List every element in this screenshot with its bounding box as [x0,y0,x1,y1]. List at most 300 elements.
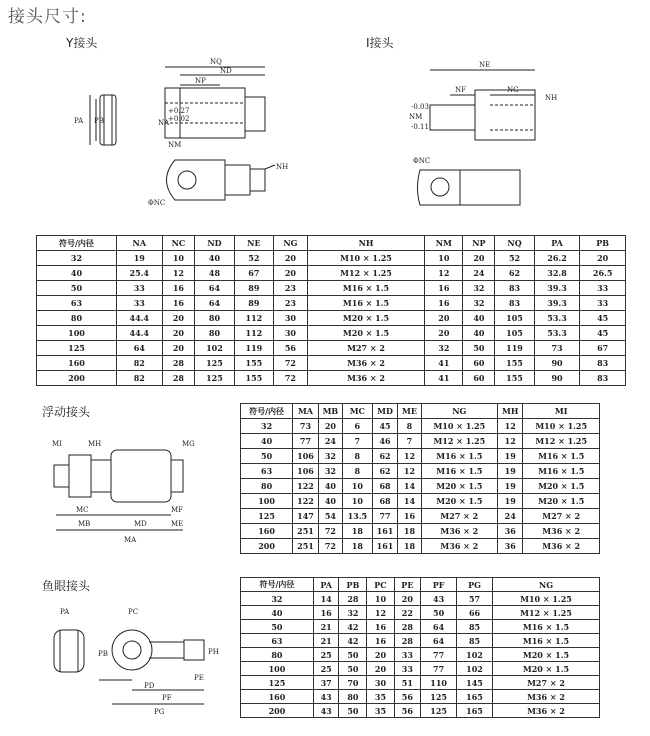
table-cell: 72 [274,356,308,371]
table-cell: M20 × 1.5 [307,326,424,341]
table-cell: 145 [457,676,493,690]
table-cell: 62 [372,449,398,464]
table-cell: 82 [116,356,162,371]
table-cell: M20 × 1.5 [523,494,600,509]
table-cell: 63 [241,634,314,648]
table-cell: 155 [495,371,534,386]
table-header-cell: NP [463,236,495,251]
table-row [241,606,600,620]
table-cell: 40 [37,266,117,281]
table-row [241,662,600,676]
table-cell: 12 [498,419,523,434]
table-cell: 19 [116,251,162,266]
table-cell: 25 [313,662,339,676]
table-cell: 102 [457,648,493,662]
table-cell: 20 [162,326,195,341]
table-cell: 45 [372,419,398,434]
table-cell: 43 [313,704,339,718]
table-cell: 62 [495,266,534,281]
table-cell: 32 [37,251,117,266]
table-cell: 35 [367,704,394,718]
table-cell: 62 [372,464,398,479]
table-cell: 73 [534,341,580,356]
table-header-cell: PA [313,578,339,592]
table-cell: 54 [318,509,342,524]
table-cell: 50 [241,620,314,634]
table-cell: 33 [394,662,421,676]
table-cell: 83 [495,281,534,296]
table-header-cell: MB [318,404,342,419]
table-cell: 43 [421,592,457,606]
table-cell: 155 [495,356,534,371]
table-row [241,592,600,606]
table-cell: 16 [398,509,421,524]
table-cell: 18 [342,539,372,554]
table-cell: 18 [398,539,421,554]
fisheye-joint-drawing [44,600,244,720]
table-header-cell: PA [534,236,580,251]
page-title: 接头尺寸: [8,7,87,27]
table-cell: 45 [580,311,626,326]
fisheye-joint-title: 鱼眼接头 [42,579,91,593]
table-cell: 40 [463,311,495,326]
svg-text:MG: MG [182,440,195,448]
table-cell: 20 [463,251,495,266]
table-cell: 26.5 [580,266,626,281]
table-cell: 110 [421,676,457,690]
table-row [37,371,626,386]
table-cell: 67 [234,266,273,281]
table-cell: 52 [495,251,534,266]
table-cell: 24 [463,266,495,281]
table-cell: 77 [421,662,457,676]
table-cell: 14 [313,592,339,606]
table-cell: 12 [162,266,195,281]
fisheye-joint-table [240,577,600,718]
table-header-cell: PB [339,578,367,592]
table-cell: M10 × 1.25 [523,419,600,434]
svg-text:PG: PG [154,708,165,716]
y-joint-drawing [60,55,300,220]
table-cell: 68 [372,494,398,509]
svg-text:NM: NM [168,141,182,149]
svg-text:-0.03: -0.03 [411,103,429,111]
table-cell: 32 [241,592,314,606]
table-cell: 53.3 [534,311,580,326]
table-row [241,634,600,648]
table-cell: 100 [241,494,293,509]
table-cell: 68 [372,479,398,494]
table-cell: M16 × 1.5 [307,296,424,311]
table-cell: 12 [398,464,421,479]
table-cell: 13.5 [342,509,372,524]
table-row [37,281,626,296]
table-cell: 42 [339,620,367,634]
table-header-cell: ND [195,236,234,251]
table-cell: 46 [372,434,398,449]
table-cell: 43 [313,690,339,704]
table-cell: 125 [195,356,234,371]
table-cell: 23 [274,296,308,311]
table-cell: 56 [394,690,421,704]
table-cell: 53.3 [534,326,580,341]
table-header-cell: NM [425,236,463,251]
table-row [37,296,626,311]
table-cell: 20 [318,419,342,434]
table-cell: 24 [318,434,342,449]
table-cell: M20 × 1.5 [492,662,599,676]
table-cell: 63 [241,464,293,479]
table-cell: 51 [394,676,421,690]
table-cell: 160 [37,356,117,371]
table-cell: 106 [293,464,319,479]
table-cell: 25.4 [116,266,162,281]
table-cell: 22 [394,606,421,620]
y-joint-title: Y接头 [66,36,98,50]
table-cell: 33 [116,296,162,311]
table-cell: 8 [342,449,372,464]
svg-text:MI: MI [52,440,62,448]
table-cell: 147 [293,509,319,524]
table-cell: 77 [293,434,319,449]
table-cell: M12 × 1.25 [307,266,424,281]
table-cell: 21 [313,634,339,648]
table-cell: 106 [293,449,319,464]
table-cell: 90 [534,371,580,386]
table-cell: M10 × 1.25 [492,592,599,606]
table-cell: 73 [293,419,319,434]
float-joint-title: 浮动接头 [42,405,91,419]
table-row [37,251,626,266]
table-cell: 200 [241,539,293,554]
table-cell: 36 [498,524,523,539]
table-cell: M20 × 1.5 [492,648,599,662]
table-cell: 50 [463,341,495,356]
table-cell: 41 [425,356,463,371]
table-cell: 28 [394,620,421,634]
table-header-cell: NH [307,236,424,251]
table-cell: 50 [339,704,367,718]
table-header-cell: NC [162,236,195,251]
table-cell: 30 [274,311,308,326]
table-cell: 39.3 [534,281,580,296]
table-cell: M36 × 2 [492,690,599,704]
table-header-cell: PE [394,578,421,592]
table-cell: 155 [234,371,273,386]
table-cell: 28 [162,356,195,371]
table-cell: 42 [339,634,367,648]
table-cell: M36 × 2 [523,539,600,554]
table-cell: 16 [425,281,463,296]
table-row [241,620,600,634]
table-cell: 100 [241,662,314,676]
table-cell: 251 [293,524,319,539]
table-cell: 63 [37,296,117,311]
table-cell: 119 [495,341,534,356]
svg-text:MC: MC [76,506,89,514]
table-cell: 8 [398,419,421,434]
table-cell: 10 [367,592,394,606]
table-cell: 24 [498,509,523,524]
table-cell: 19 [498,494,523,509]
table-header-cell: MC [342,404,372,419]
table-cell: 105 [495,311,534,326]
table-cell: 26.2 [534,251,580,266]
table-cell: 64 [421,620,457,634]
svg-text:NA: NA [158,119,170,127]
table-cell: 33 [394,648,421,662]
svg-text:PB: PB [98,650,108,658]
table-header-row [37,236,626,251]
table-cell: 40 [463,326,495,341]
table-cell: 102 [195,341,234,356]
table-header-cell: PG [457,578,493,592]
table-header-cell: PC [367,578,394,592]
table-cell: 33 [580,281,626,296]
table-cell: 44.4 [116,326,162,341]
svg-text:MF: MF [171,506,184,514]
table-cell: 80 [241,648,314,662]
svg-text:ME: ME [171,520,184,528]
svg-text:+0.02: +0.02 [168,115,190,123]
table-cell: 20 [162,311,195,326]
table-cell: 6 [342,419,372,434]
table-row [241,449,600,464]
table-cell: 57 [457,592,493,606]
table-cell: 40 [241,606,314,620]
svg-text:ΦNC: ΦNC [148,199,166,207]
table-cell: 32.8 [534,266,580,281]
table-cell: 161 [372,524,398,539]
table-cell: 102 [457,662,493,676]
table-cell: 28 [394,634,421,648]
table-row [241,676,600,690]
table-cell: M16 × 1.5 [307,281,424,296]
svg-text:NH: NH [545,94,558,102]
table-cell: 19 [498,449,523,464]
table-cell: 160 [241,524,293,539]
table-cell: 89 [234,281,273,296]
table-cell: M10 × 1.25 [421,419,498,434]
table-header-cell: MD [372,404,398,419]
table-header-cell: MH [498,404,523,419]
table-cell: 16 [367,634,394,648]
table-cell: 90 [534,356,580,371]
i-joint-title: I接头 [366,36,394,50]
table-cell: 10 [342,479,372,494]
svg-text:-0.11: -0.11 [411,123,429,131]
table-cell: 14 [398,479,421,494]
table-cell: 160 [241,690,314,704]
svg-text:ND: ND [220,67,232,75]
table-header-cell: MI [523,404,600,419]
table-cell: 200 [241,704,314,718]
table-cell: 83 [495,296,534,311]
table-cell: 72 [318,524,342,539]
table-header-row [241,404,600,419]
svg-text:ΦNC: ΦNC [413,157,431,165]
table-cell: 77 [372,509,398,524]
table-cell: 56 [274,341,308,356]
svg-text:MA: MA [124,536,137,544]
table-cell: 72 [274,371,308,386]
table-cell: 80 [37,311,117,326]
table-cell: 82 [116,371,162,386]
table-cell: 19 [498,479,523,494]
table-cell: 16 [162,296,195,311]
table-cell: 20 [162,341,195,356]
table-cell: 83 [580,371,626,386]
table-cell: 32 [241,419,293,434]
table-row [241,494,600,509]
svg-text:MB: MB [78,520,91,528]
table-row [241,509,600,524]
svg-text:NP: NP [195,77,206,85]
table-header-cell: NG [421,404,498,419]
table-row [37,266,626,281]
table-cell: M10 × 1.25 [307,251,424,266]
table-cell: M36 × 2 [307,356,424,371]
table-header-cell: NQ [495,236,534,251]
table-cell: 40 [195,251,234,266]
table-cell: M27 × 2 [307,341,424,356]
table-cell: 12 [367,606,394,620]
table-cell: 32 [463,281,495,296]
table-cell: 16 [425,296,463,311]
table-cell: 122 [293,494,319,509]
table-row [241,464,600,479]
svg-text:PB: PB [94,117,104,125]
table-row [241,419,600,434]
svg-text:NE: NE [479,61,491,69]
svg-text:MH: MH [88,440,102,448]
table-cell: 67 [580,341,626,356]
table-cell: 70 [339,676,367,690]
table-cell: 40 [318,494,342,509]
svg-text:+0.27: +0.27 [168,107,190,115]
table-header-cell: 符号/内径 [241,578,314,592]
table-cell: 7 [342,434,372,449]
table-cell: M27 × 2 [523,509,600,524]
svg-text:NG: NG [507,86,519,94]
table-cell: 32 [463,296,495,311]
table-cell: 48 [195,266,234,281]
table-cell: 12 [398,449,421,464]
table-header-cell: NE [234,236,273,251]
table-header-cell: NG [274,236,308,251]
table-cell: 251 [293,539,319,554]
table-cell: 20 [274,251,308,266]
table-cell: 45 [580,326,626,341]
table-cell: 80 [241,479,293,494]
table-cell: 112 [234,311,273,326]
table-cell: 64 [195,281,234,296]
table-cell: 32 [425,341,463,356]
table-cell: 10 [162,251,195,266]
table-cell: 8 [342,464,372,479]
table-cell: 89 [234,296,273,311]
table-row [37,311,626,326]
table-cell: 50 [241,449,293,464]
table-cell: 50 [339,648,367,662]
svg-text:PH: PH [208,648,219,656]
table-cell: 35 [367,690,394,704]
table-cell: 125 [421,704,457,718]
table-cell: 16 [367,620,394,634]
table-cell: M12 × 1.25 [523,434,600,449]
table-cell: 44.4 [116,311,162,326]
table-cell: 40 [318,479,342,494]
table-header-cell: ME [398,404,421,419]
table-cell: M16 × 1.5 [523,464,600,479]
table-cell: 39.3 [534,296,580,311]
table-cell: M16 × 1.5 [523,449,600,464]
table-cell: 14 [398,494,421,509]
table-row [241,479,600,494]
table-header-cell: PB [580,236,626,251]
table-cell: 105 [495,326,534,341]
table-cell: 20 [425,326,463,341]
table-cell: 28 [162,371,195,386]
table-cell: 60 [463,356,495,371]
table-cell: 64 [195,296,234,311]
table-cell: 165 [457,704,493,718]
table-cell: 52 [234,251,273,266]
table-cell: M12 × 1.25 [492,606,599,620]
table-cell: M16 × 1.5 [492,634,599,648]
float-joint-drawing [44,430,244,550]
table-cell: 80 [195,311,234,326]
table-row [37,326,626,341]
svg-text:NH: NH [276,163,289,171]
svg-text:NQ: NQ [210,58,222,66]
table-cell: 12 [425,266,463,281]
table-row [37,356,626,371]
table-cell: 19 [498,464,523,479]
table-cell: 125 [421,690,457,704]
table-cell: 20 [580,251,626,266]
table-cell: M36 × 2 [523,524,600,539]
table-cell: 50 [37,281,117,296]
table-cell: 32 [318,449,342,464]
table-cell: 85 [457,634,493,648]
svg-text:PD: PD [144,682,155,690]
table-cell: 50 [339,662,367,676]
table-cell: 60 [463,371,495,386]
table-row [241,524,600,539]
table-row [241,690,600,704]
table-cell: 50 [421,606,457,620]
table-cell: M20 × 1.5 [421,494,498,509]
table-cell: M20 × 1.5 [523,479,600,494]
table-row [37,341,626,356]
table-cell: 80 [195,326,234,341]
table-cell: 20 [367,648,394,662]
table-cell: 16 [313,606,339,620]
table-cell: 25 [313,648,339,662]
i-joint-drawing [395,55,575,215]
table-cell: 21 [313,620,339,634]
svg-text:PF: PF [162,694,172,702]
table-row [241,539,600,554]
table-cell: M16 × 1.5 [421,464,498,479]
table-cell: 33 [580,296,626,311]
table-cell: 20 [425,311,463,326]
table-header-row [241,578,600,592]
table-cell: 85 [457,620,493,634]
table-header-cell: NG [492,578,599,592]
table-cell: 155 [234,356,273,371]
